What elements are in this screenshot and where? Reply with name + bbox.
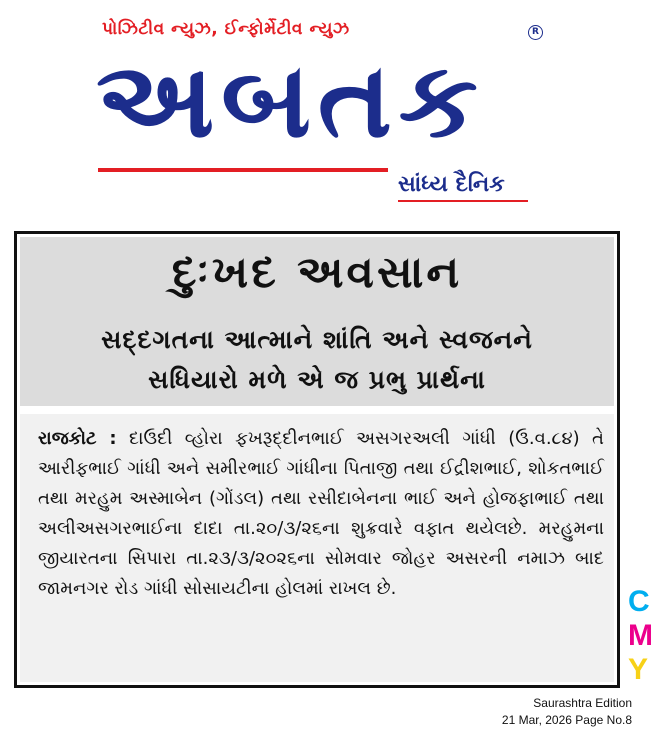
obituary-city: રાજકોટ : [38,428,117,449]
tagline: પોઝિટીવ ન્યુઝ, ઈન્ફોર્મેટીવ ન્યુઝ [102,19,350,39]
side-letter-y: Y [628,653,649,686]
obituary-title: દુઃખદ અવસાન [171,247,463,298]
edition-name: Saurashtra Edition [533,696,632,710]
registered-icon: R [528,25,543,40]
side-letters [628,585,653,687]
edition-date-page: 21 Mar, 2026 Page No.8 [501,713,632,727]
logo: અબતક [96,39,485,161]
obituary-card [14,231,620,688]
publication-subtitle: સાંધ્ય દૈનિક [398,172,505,197]
subtitle-underline [398,200,528,202]
obituary-text [38,424,604,604]
obituary-subtitle-line1: સદ્દગતના આત્માને શાંતિ અને સ્વજનને [101,325,533,354]
obituary-subtitle-line2: સધિયારો મળે એ જ પ્રભુ પ્રાર્થના [148,365,486,394]
obituary-body-text: દાઉદી વ્હોરા ફખરૂદ્દીનભાઈ અસગરઅલી ગાંધી (ઉ.વ.૮૪) તે આરીફભાઈ ગાંધી અને સમીરભાઈ ગાંધીના પિતાજી તથા ઈદ્રીશભાઈ, શોકતભાઈ તથા મરહુમ અસ્માબેન (ગોંડલ) તથા રસીદાબેનના ભાઈ અને હોજફાભાઈ તથા અલીઅસગરભાઈના દાદા તા.૨૦/૩/૨૬ના શુક્રવારે વફાત થયેલછે. મરહુમના જીયારતના સિપારા તા.૨૩/૩/૨૦૨૬ના સોમવાર જોહર અસરની નમાઝ બાદ જામનગર રોડ ગાંધી સોસાયટીના હોલમાં રાખલ છે. [38,428,604,599]
red-rule [98,168,388,172]
side-letter-m: M [628,619,653,652]
side-letter-c: C [628,585,650,618]
obituary-header [20,237,614,406]
obituary-subtitle [30,320,604,400]
edition-info [502,695,632,729]
obituary-body [20,414,614,682]
